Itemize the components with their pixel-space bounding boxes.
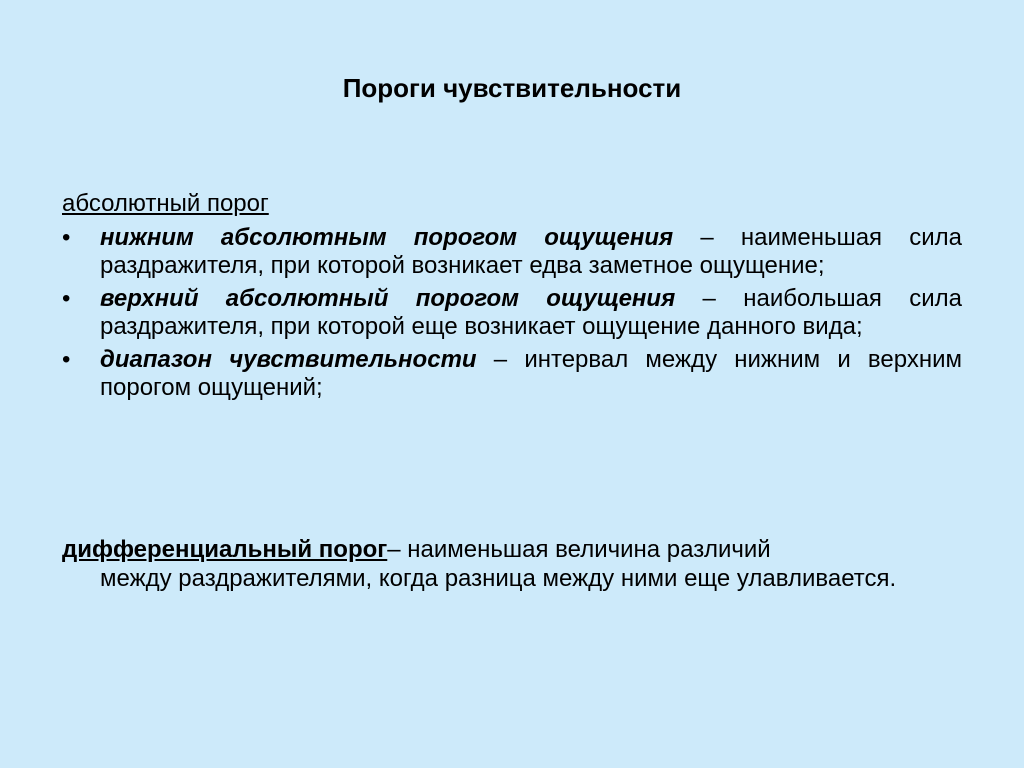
bullet-item-sensitivity-range	[62, 346, 962, 402]
section-heading-absolute-threshold: абсолютный порог	[62, 190, 269, 217]
bullet-text: – наибольшая сила раздражителя, при которой еще возникает ощущение данного вида;	[100, 285, 963, 340]
bullet-term: верхний абсолютный порогом ощущения	[100, 285, 676, 312]
bullet-list	[62, 224, 962, 407]
bullet-text: – наименьшая сила раздражителя, при которой возникает едва заметное ощущение;	[100, 224, 962, 279]
bullet-item-upper-threshold	[62, 285, 962, 341]
differential-threshold-text-first: – наименьшая величина различий	[387, 536, 771, 563]
differential-threshold-text-rest: между раздражителями, когда разница между ними еще улавливается.	[100, 565, 897, 592]
bullet-text: – интервал между нижним и верхним порогом ощущений;	[100, 346, 963, 401]
bullet-term: нижним абсолютным порогом ощущения	[100, 224, 674, 251]
bullet-item-lower-threshold	[62, 224, 962, 280]
bullet-term: диапазон чувствительности	[100, 346, 477, 373]
differential-threshold-term: дифференциальный порог	[62, 536, 388, 563]
differential-threshold-paragraph	[62, 535, 962, 593]
bullet-icon: •	[62, 346, 71, 373]
bullet-icon: •	[62, 224, 71, 251]
bullet-icon: •	[62, 285, 71, 312]
slide-title: Пороги чувствительности	[342, 73, 682, 103]
